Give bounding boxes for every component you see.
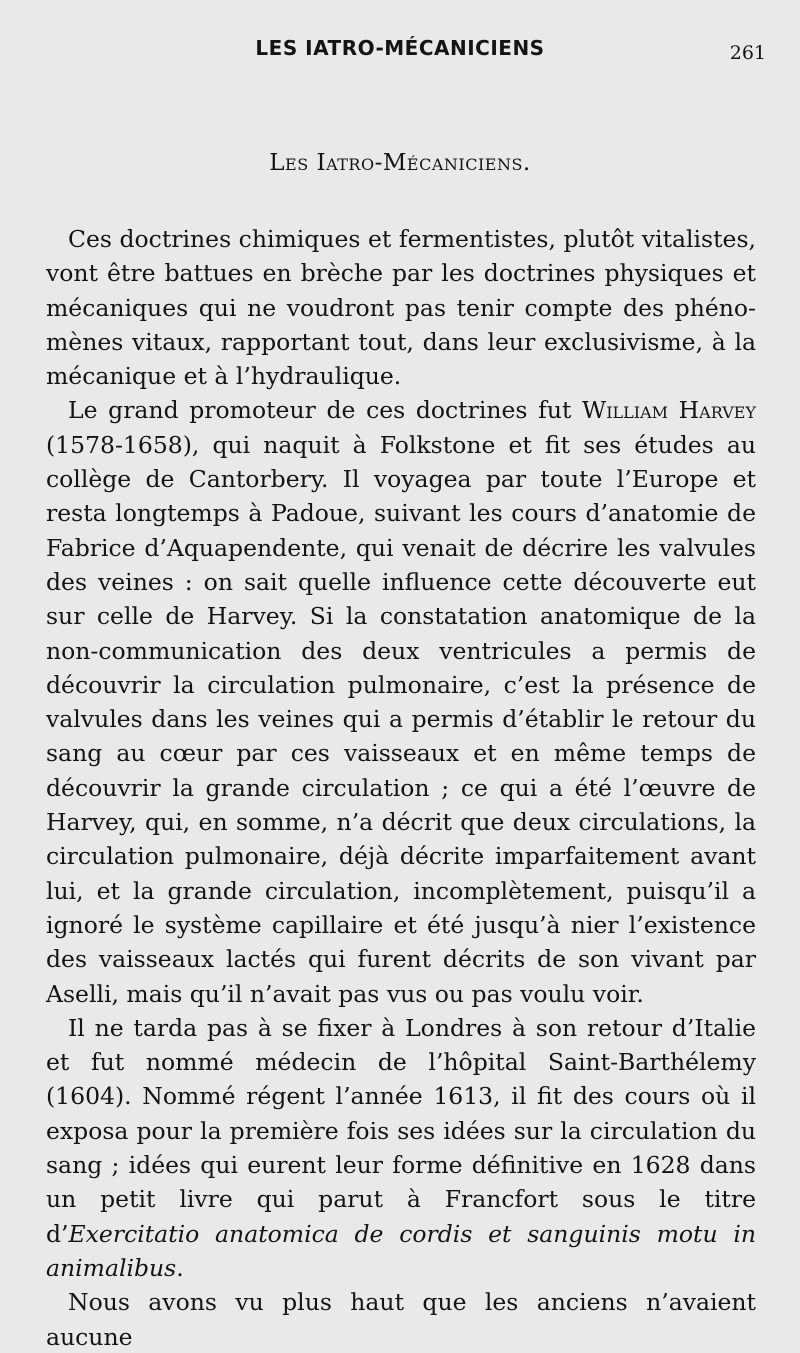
paragraph-2-intro: Le grand promoteur de ces doctrines fut [68,396,583,425]
paragraph-2-rest: (1578-1658), qui naquit à Folkstone et fit ses études au collège de Cantorbery. Il voyagea par toute l’Europe et resta longtemps à Padoue, suivant les cours d’anatomie de Fabrice d’Aquapendente, qui venait de décrire les valvules des veines : on sait quelle influence cette découverte eut sur celle de Harvey. Si la constatation anatomique de la non-communication des deux ventricules a permis de découvrir la circulation pulmonaire, c’est la présence de valvules dans les veines qui a permis d’établir le retour du sang au cœur par ces vaisseaux et en même temps de découvrir la grande circulation ; ce qui a été l’œuvre de Harvey, qui, en somme, n’a décrit que deux circulations, la circulation pulmonaire, déjà décrite imparfaitement avant lui, et la grande circulation, incomplètement, puisqu’il a ignoré le système capillaire et été jusqu’à nier l’existence des vaisseaux lactés qui furent décrits de son vivant par Aselli, mais qu’il n’avait pas vus ou pas voulu voir. [46,430,756,1008]
paragraph-3-end: . [176,1253,184,1282]
book-title: Exercitatio anatomica de cordis et sanguinis motu in animalibus [46,1219,756,1282]
paragraph-2 [46,393,756,1010]
page-header [0,30,800,66]
paragraph-3 [46,1011,756,1285]
running-head: LES IATRO-MÉCANICIENS [255,36,545,60]
paragraph-1: Ces doctrines chimiques et fermentistes, plutôt vitalistes, vont être battues en brèche par les doctrines physiques et mécaniques qui ne voudront pas tenir compte des phénomènes vitaux, rapportant tout, dans leur exclusivisme, à la mécanique et à l’hydraulique. [46,225,756,391]
section-title: Les Iatro-Mécaniciens. [269,150,531,176]
person-name: William Harvey [582,396,756,425]
paragraph-3-intro: Il ne tarda pas à se fixer à Londres à son retour d’Italie et fut nommé médecin de l’hôpital Saint-Barthélemy (1604). Nommé régent l’année 1613, il fit des cours où il exposa pour la première fois ses idées sur la circulation du sang ; idées qui eurent leur forme définitive en 1628 dans un petit livre qui parut à Francfort sous le titre d’ [46,1013,756,1248]
body-text [46,222,756,1353]
page-number: 261 [729,42,766,64]
paragraph-4: Nous avons vu plus haut que les anciens n’avaient aucune [46,1288,756,1351]
